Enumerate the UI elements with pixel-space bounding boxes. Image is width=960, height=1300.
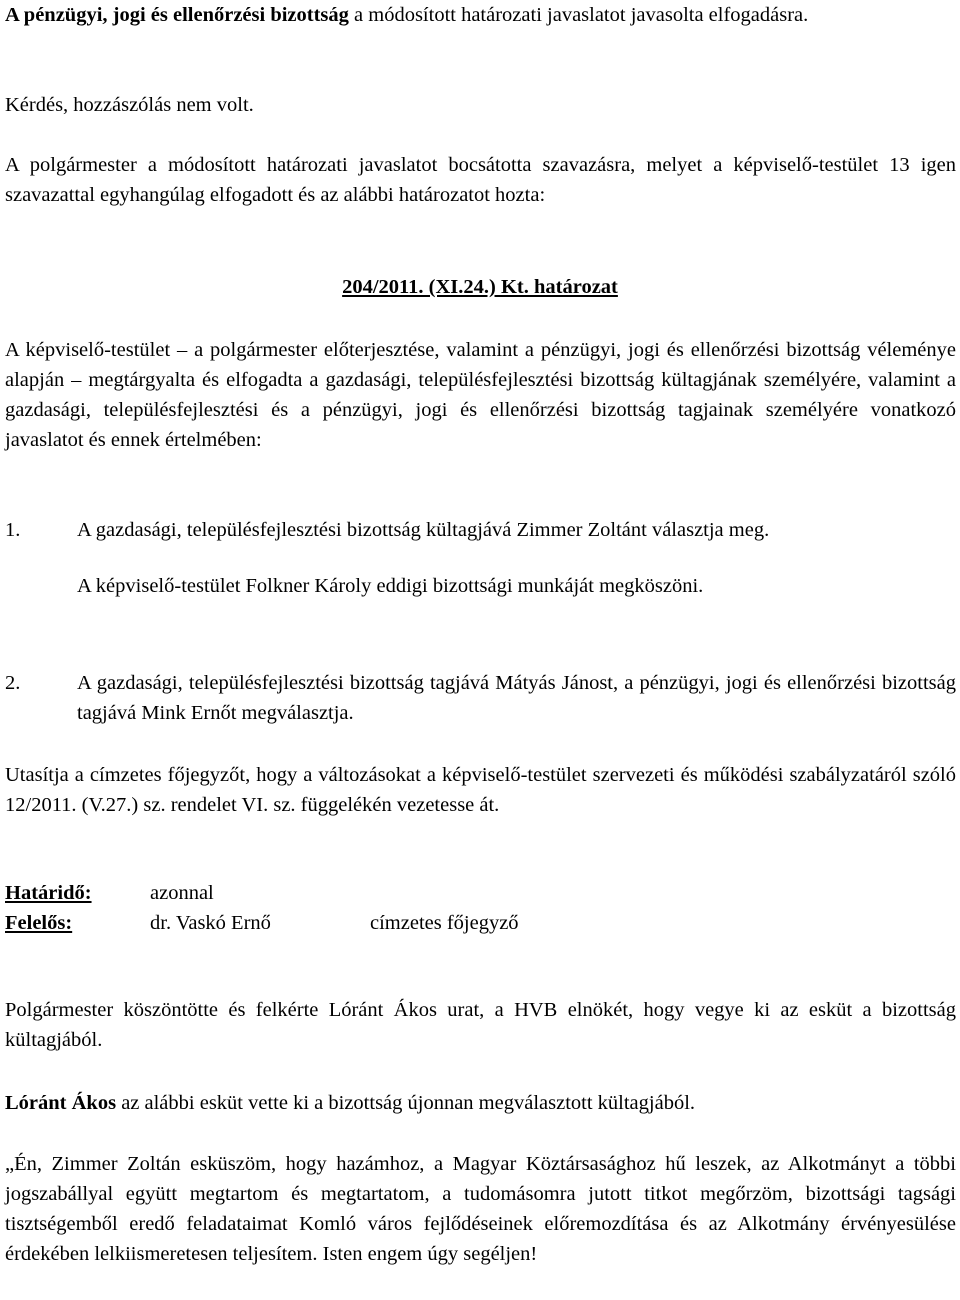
list-item-text: A gazdasági, településfejlesztési bizottság tagjává Mátyás Jánost, a pénzügyi, jogi és ellenőrzési bizottság tagjává Mink Ernőt megválasztja. <box>77 672 956 724</box>
list-number: 2. <box>5 672 21 694</box>
oath-text: „Én, Zimmer Zoltán esküszöm, hogy hazámhoz, a Magyar Köztársasághoz hű leszek, az Alkotmányt a többi jogszabállyal együtt megtartom és megtartatom, a tudomásomra jutott titkot megőrzöm, bizottsági tagsági tisztségemből eredő feladataimat Komló város fejlődéseinek előremozdítása és az Alkotmány érvényesülése érdekében lelkiismeretesen teljesítem. Isten engem úgy segéljen! <box>5 1153 956 1265</box>
committee-recommendation-paragraph <box>5 0 956 30</box>
responsible-name: dr. Vaskó Ernő <box>150 912 271 934</box>
no-questions-paragraph: Kérdés, hozzászólás nem volt. <box>5 94 254 116</box>
deadline-row <box>5 878 956 908</box>
responsible-title: címzetes főjegyző <box>370 912 519 934</box>
responsible-label: Felelős: <box>5 912 73 934</box>
vote-paragraph: A polgármester a módosított határozati javaslatot bocsátotta szavazásra, melyet a képviselő-testület 13 igen szavazattal egyhangúlag elfogadott és az alábbi határozatot hozta: <box>5 154 956 206</box>
list-number: 1. <box>5 519 21 541</box>
list-item-text: A gazdasági, településfejlesztési bizottság kültagjává Zimmer Zoltánt választja meg. <box>77 519 770 541</box>
oath-invitation-paragraph: Polgármester köszöntötte és felkérte Lóránt Ákos urat, a HVB elnökét, hogy vegye ki az esküt a bizottság kültagjából. <box>5 999 956 1051</box>
oath-taken-paragraph <box>5 1088 956 1118</box>
oath-taken-text: az alábbi esküt vette ki a bizottság újonnan megválasztott kültagjából. <box>116 1092 696 1114</box>
committee-recommendation-text: a módosított határozati javaslatot javasolta elfogadásra. <box>348 4 809 26</box>
instruction-paragraph: Utasítja a címzetes főjegyzőt, hogy a változásokat a képviselő-testület szervezeti és működési szabályzatáról szóló 12/2011. (V.27.) sz. rendelet VI. sz. függelékén vezetesse át. <box>5 764 956 816</box>
thanks-sentence: A képviselő-testület Folkner Károly eddigi bizottsági munkáját megköszöni. <box>77 575 704 597</box>
deadline-label: Határidő: <box>5 882 92 904</box>
resolution-item-1 <box>5 515 956 601</box>
deadline-value: azonnal <box>150 882 214 904</box>
oath-officer-name: Lóránt Ákos <box>5 1092 117 1114</box>
resolution-item-2 <box>5 668 956 728</box>
resolution-title: 204/2011. (XI.24.) Kt. határozat <box>342 276 618 298</box>
committee-name: A pénzügyi, jogi és ellenőrzési bizottság <box>5 4 349 26</box>
resolution-preamble: A képviselő-testület – a polgármester előterjesztése, valamint a pénzügyi, jogi és ellenőrzési bizottság véleménye alapján – megtárgyalta és elfogadta a gazdasági, településfejlesztési bizottság kültagjának személyére, valamint a gazdasági, településfejlesztési és a pénzügyi, jogi és ellenőrzési bizottság tagjainak személyére vonatkozó javaslatot és ennek értelmében: <box>5 339 956 451</box>
responsible-row <box>5 908 956 938</box>
